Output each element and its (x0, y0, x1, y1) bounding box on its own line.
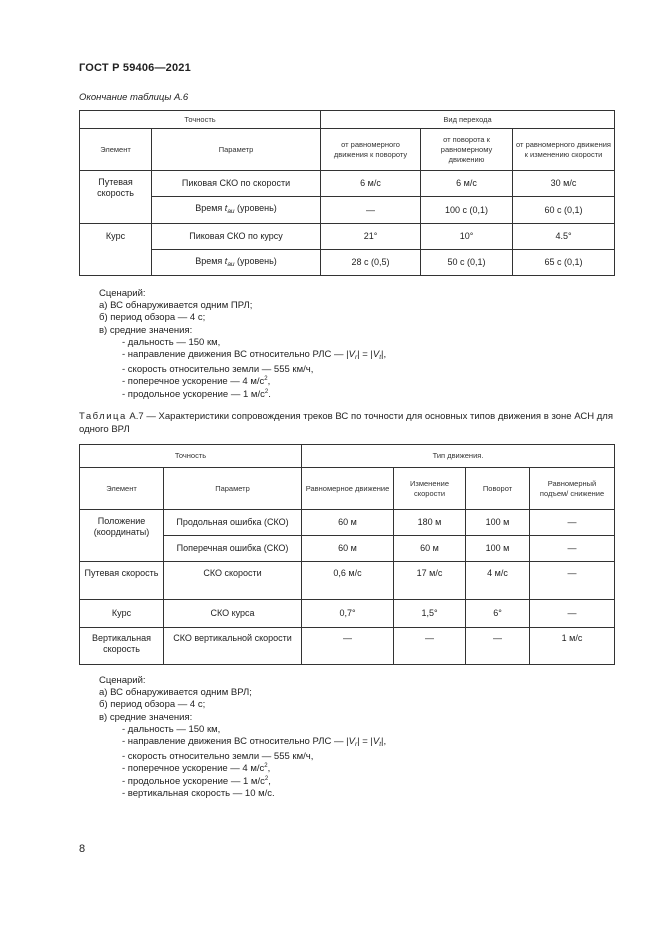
cell-value: 1 м/с (530, 628, 615, 665)
scenario-subitem: - скорость относительно земли — 555 км/ч, (122, 364, 314, 376)
row-parameter: СКО курса (164, 600, 302, 628)
cell-value: 17 м/с (394, 562, 466, 600)
column-header-turn: Поворот (466, 468, 530, 510)
cell-value: — (321, 197, 421, 224)
column-group-accuracy: Точность (80, 111, 321, 129)
column-group-motion-type: Тип движения. (302, 445, 615, 468)
cell-value: — (530, 536, 615, 562)
cell-value: 10° (421, 224, 513, 250)
scenario-subitem: - продольное ускорение — 1 $м/с^2$, (122, 775, 271, 787)
cell-value: — (530, 600, 615, 628)
scenario-title: Сценарий: (99, 675, 146, 686)
cell-value: 0,7° (302, 600, 394, 628)
column-header-element: Элемент (80, 129, 152, 171)
cell-value: — (394, 628, 466, 665)
cell-value: 28 с (0,5) (321, 250, 421, 276)
scenario-subitem: - продольное ускорение — 1 $м/с^2$. (122, 388, 271, 400)
column-header-parameter: Параметр (164, 468, 302, 510)
scenario-item: а) ВС обнаруживается одним ВРЛ; (99, 687, 252, 699)
row-element: Курс (80, 600, 164, 628)
row-parameter: Поперечная ошибка (СКО) (164, 536, 302, 562)
scenario-item: в) средние значения: (99, 711, 193, 723)
row-parameter: Пиковая СКО по скорости (152, 171, 321, 197)
scenario-item: б) период обзора — 4 с; (99, 699, 206, 711)
scenario-list (99, 288, 386, 401)
table-row (80, 628, 615, 665)
table-row (80, 250, 615, 276)
table-header-row (80, 111, 615, 129)
scenario-subitem: - вертикальная скорость — 10 м/с. (122, 787, 275, 799)
scenario-item: б) период обзора — 4 с; (99, 312, 206, 324)
row-element: Положение (координаты) (80, 510, 164, 562)
cell-value: — (530, 562, 615, 600)
cell-value: 100 м (466, 536, 530, 562)
row-parameter: Продольная ошибка (СКО) (164, 510, 302, 536)
cell-value: 4 м/с (466, 562, 530, 600)
row-parameter: СКО скорости (164, 562, 302, 600)
cell-value: 6 м/с (321, 171, 421, 197)
cell-value: 4.5° (513, 224, 615, 250)
cell-value: 6 м/с (421, 171, 513, 197)
table-row (80, 224, 615, 250)
table-header-row (80, 468, 615, 510)
scenario-subitem: - скорость относительно земли — 555 км/ч, (122, 751, 314, 763)
column-group-transition: Вид перехода (321, 111, 615, 129)
column-header-parameter: Параметр (152, 129, 321, 171)
table-a7 (79, 444, 615, 665)
scenario-subitem: - направление движения ВС относительно РЛС — $|V_r| = |V_t|$, (122, 349, 387, 362)
table-header-row (80, 129, 615, 171)
column-header-element: Элемент (80, 468, 164, 510)
table-row (80, 171, 615, 197)
scenario-item: а) ВС обнаруживается одним ПРЛ; (99, 300, 253, 312)
column-header-climb-descent: Равномерный подъем/ снижение (530, 468, 615, 510)
table-row (80, 197, 615, 224)
cell-value: 180 м (394, 510, 466, 536)
row-parameter: Время $t_{au}$ (уровень) (152, 250, 321, 276)
cell-value: 100 м (466, 510, 530, 536)
table-a6-caption: Окончание таблицы А.6 (79, 92, 189, 103)
scenario-list (99, 675, 386, 800)
cell-value: 100 с (0,1) (421, 197, 513, 224)
column-group-accuracy: Точность (80, 445, 302, 468)
cell-value: — (466, 628, 530, 665)
row-parameter: Пиковая СКО по курсу (152, 224, 321, 250)
cell-value: 30 м/с (513, 171, 615, 197)
document-code: ГОСТ Р 59406—2021 (79, 62, 191, 74)
column-header-turn-to-uniform: от поворота к равномерному движению (421, 129, 513, 171)
cell-value: 60 м (302, 536, 394, 562)
cell-value: 50 с (0,1) (421, 250, 513, 276)
table-header-row (80, 445, 615, 468)
row-element: Курс (80, 224, 152, 276)
column-header-uniform-to-turn: от равномерного движения к повороту (321, 129, 421, 171)
cell-value: 1,5° (394, 600, 466, 628)
scenario-subitem: - дальность — 150 км, (122, 723, 221, 735)
table-row (80, 562, 615, 600)
scenario-title: Сценарий: (99, 288, 146, 299)
cell-value: 60 м (394, 536, 466, 562)
scenario-item: в) средние значения: (99, 324, 193, 336)
cell-value: 6° (466, 600, 530, 628)
row-element: Путевая скорость (80, 562, 164, 600)
table-row (80, 510, 615, 536)
row-element: Вертикальная скорость (80, 628, 164, 665)
column-header-uniform-to-speed-change: от равномерного движения к изменению скорости (513, 129, 615, 171)
row-element: Путевая скорость (80, 171, 152, 224)
cell-value: — (530, 510, 615, 536)
column-header-speed-change: Изменение скорости (394, 468, 466, 510)
scenario-subitem: - направление движения ВС относительно РЛС — $|V_r| = |V_t|$, (122, 736, 387, 749)
cell-value: 60 м (302, 510, 394, 536)
row-parameter: Время $t_{au}$ (уровень) (152, 197, 321, 224)
cell-value: 21° (321, 224, 421, 250)
column-header-uniform-motion: Равномерное движение (302, 468, 394, 510)
page-number: 8 (79, 843, 86, 855)
cell-value: — (302, 628, 394, 665)
scenario-subitem: - поперечное ускорение — 4 $м/с^2$, (122, 763, 271, 775)
table-a7-caption: Таблица А.7 — Характеристики сопровождения треков ВС по точности для основных типов движения в зоне АСН для одного ВРЛ (79, 411, 613, 435)
cell-value: 0,6 м/с (302, 562, 394, 600)
row-parameter: СКО вертикальной скорости (164, 628, 302, 665)
cell-value: 60 с (0,1) (513, 197, 615, 224)
scenario-subitem: - дальность — 150 км, (122, 336, 221, 348)
scenario-subitem: - поперечное ускорение — 4 $м/с^2$, (122, 376, 271, 388)
cell-value: 65 с (0,1) (513, 250, 615, 276)
table-row (80, 600, 615, 628)
table-a6 (79, 110, 615, 276)
